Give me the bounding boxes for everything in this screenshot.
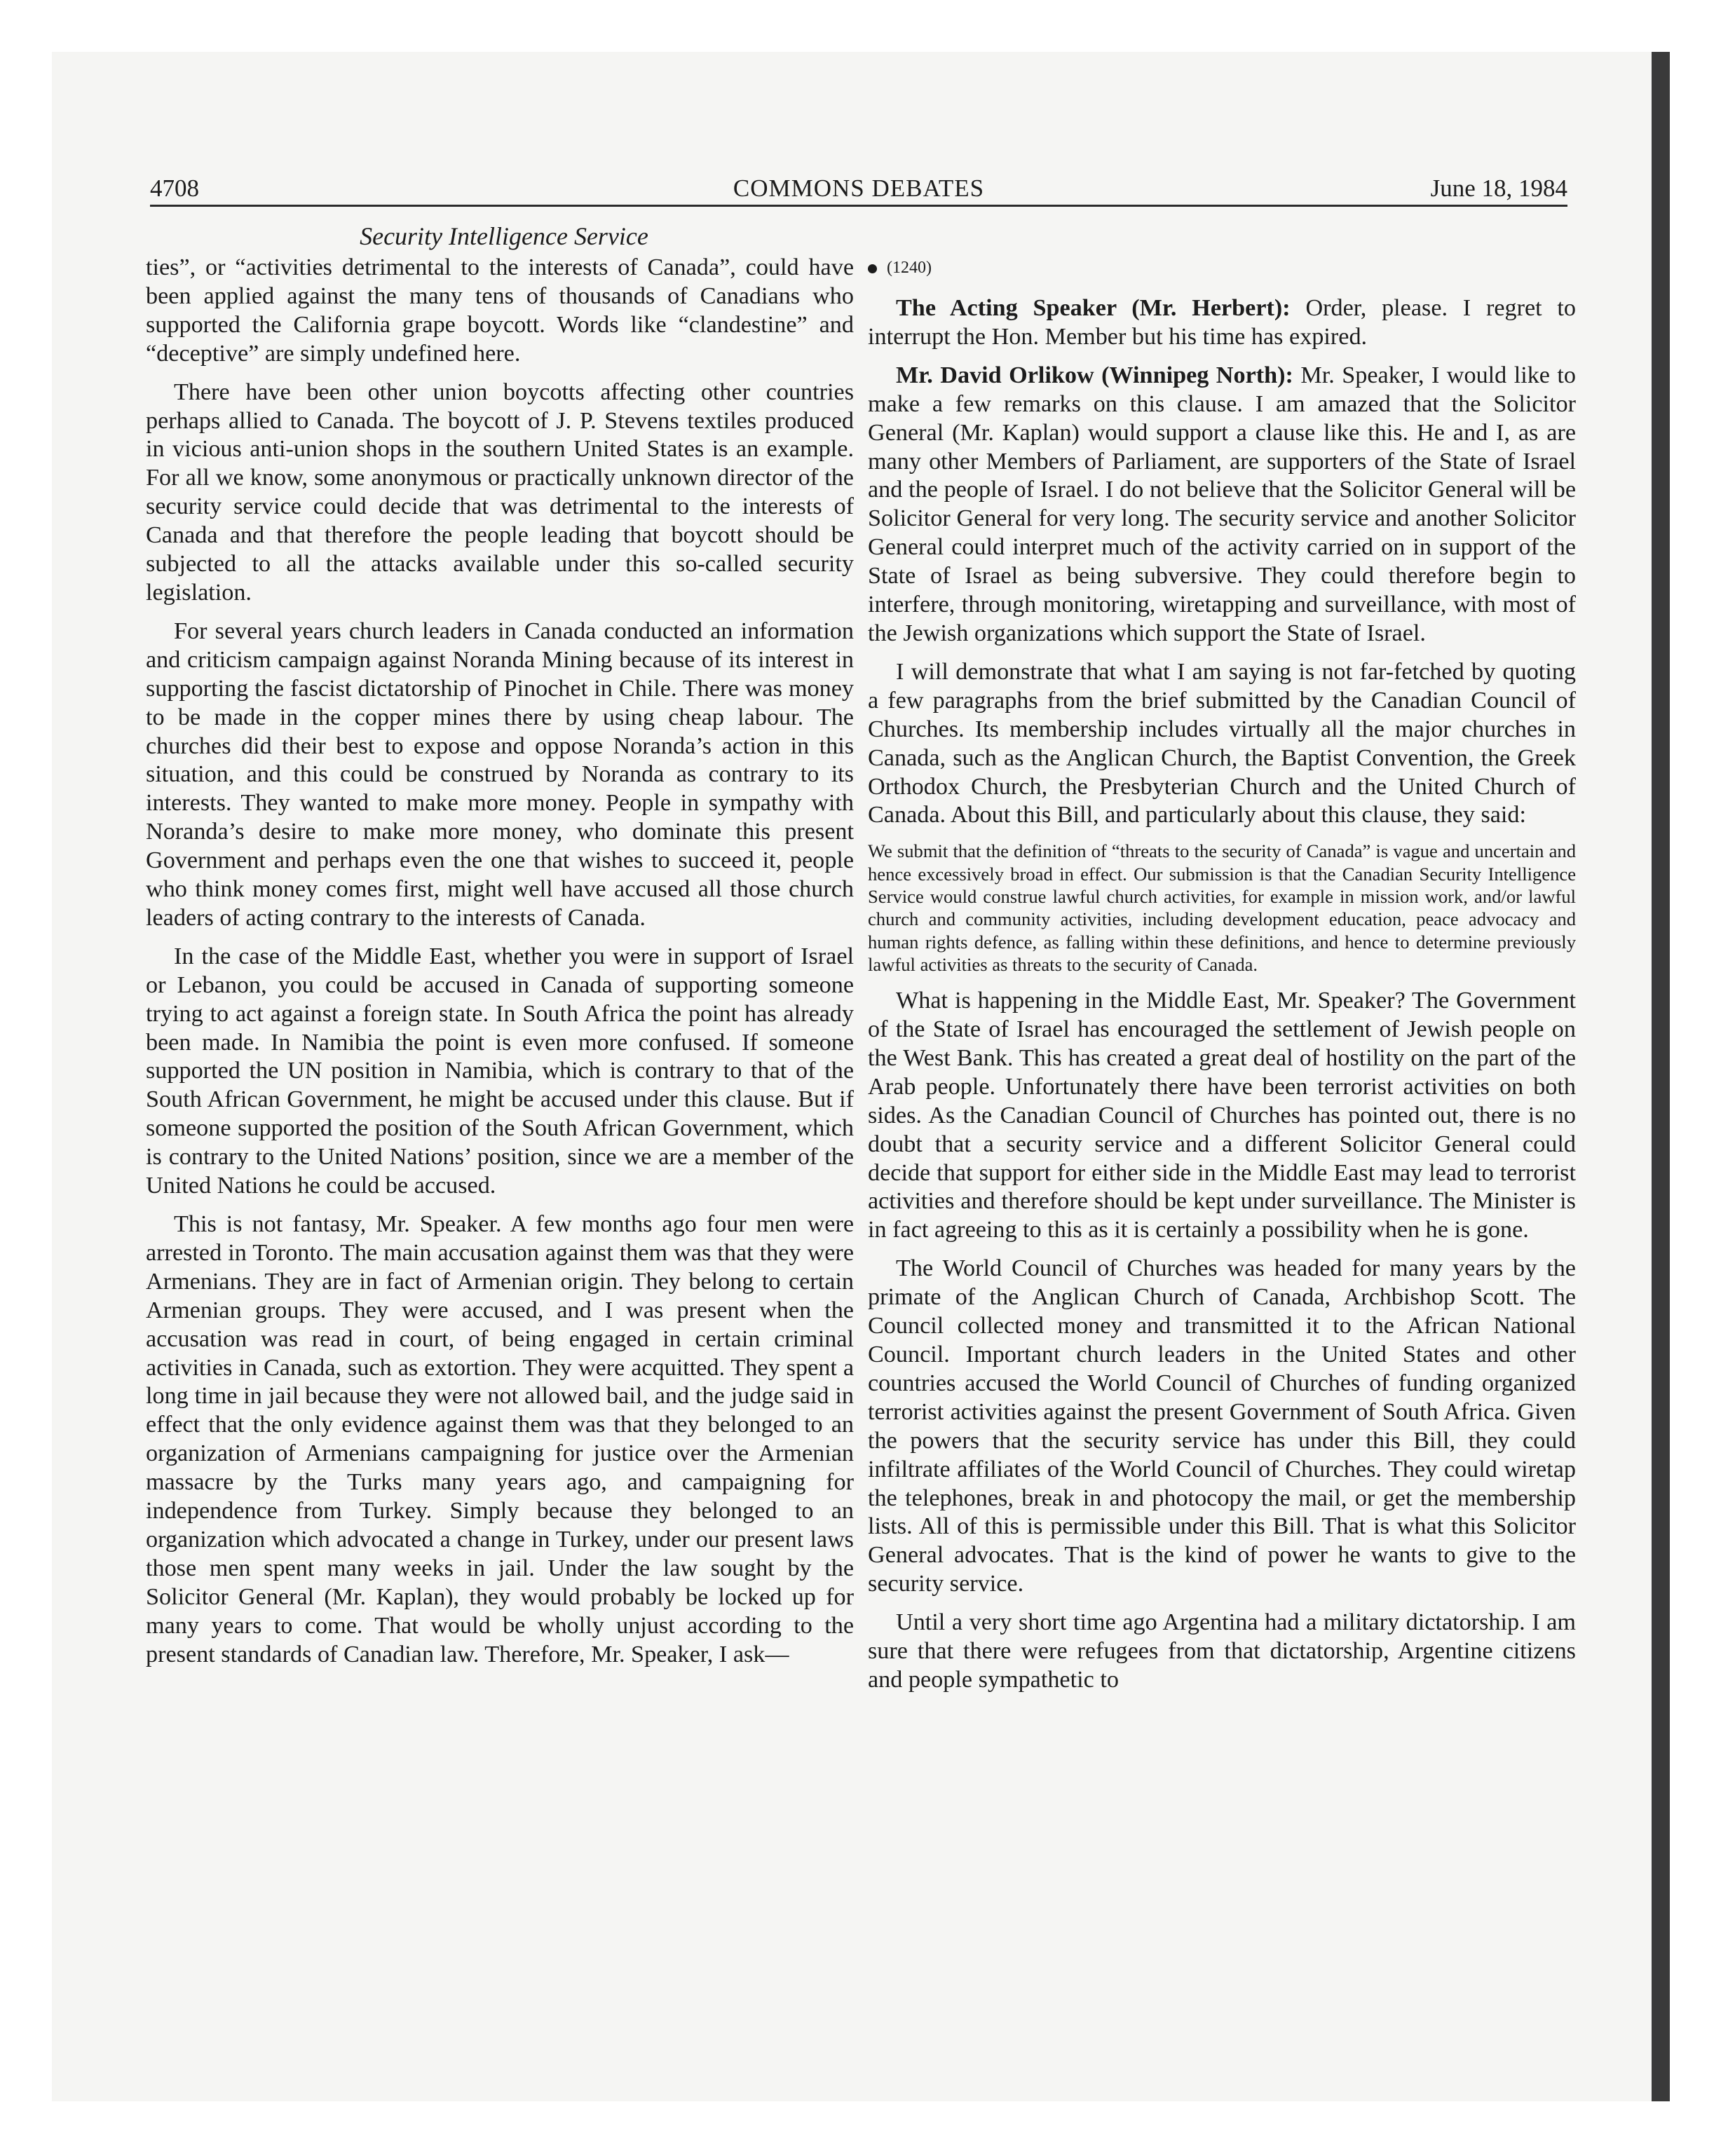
publication-title: COMMONS DEBATES bbox=[733, 175, 985, 202]
time-marker bbox=[868, 254, 1576, 282]
paragraph: There have been other union boycotts affecting other countries perhaps allied to Canada. The boycott of J. P. Stevens textiles produced in vicious anti-union shops in the southern United States is an example. For all we know, some anonymous or practically unknown director of the security service could decide that was detrimental to the interests of Canada and that therefore the people leading that boycott should be subjected to all the attacks available under this so-called security legislation. bbox=[146, 378, 854, 606]
paragraph: This is not fantasy, Mr. Speaker. A few months ago four men were arrested in Toronto. The main accusation against them was that they were Armenians. They are in fact of Armenian origin. They belong to certain Armenian groups. They were accused, and I was present when the accusation was read in court, of being engaged in certain criminal activities in Canada, such as extortion. They were acquitted. They spent a long time in jail because they were not allowed bail, and the judge said in effect that the only evidence against them was that they belonged to an organization of Armenians campaigning for justice over the Armenian massacre by the Turks many years ago, and campaigning for independence from Turkey. Simply because they belonged to an organization which advocated a change in Turkey, under our present laws those men spent many weeks in jail. Under the law sought by the Solicitor General (Mr. Kaplan), they would probably be locked up for many years to come. That would be wholly unjust according to the present standards of Canadian law. Therefore, Mr. Speaker, I ask— bbox=[146, 1211, 854, 1667]
publication-date: June 18, 1984 bbox=[1430, 175, 1567, 202]
speaker-name: The Acting Speaker (Mr. Herbert): bbox=[896, 295, 1291, 321]
paragraph: I will demonstrate that what I am saying is not far-fetched by quoting a few paragraphs from the brief submitted by the Canadian Council of Churches. Its membership includes virtually all the major churches in Canada, such as the Anglican Church, the Baptist Convention, the Greek Orthodox Church, the Presbyterian Church and the United Church of Canada. About this Bill, and particularly about this clause, they said: bbox=[868, 658, 1576, 828]
speech-text: Order, please. I regret to interrupt the Hon. Member but his time has expired. bbox=[868, 295, 1576, 350]
header-rule bbox=[150, 205, 1567, 207]
page-number: 4708 bbox=[150, 175, 199, 202]
paragraph: Until a very short time ago Argentina had a military dictatorship. I am sure that there were refugees from that dictatorship, Argentine citizens and people sympathetic to bbox=[868, 1609, 1576, 1693]
bullet-icon bbox=[868, 264, 877, 273]
speech-paragraph bbox=[868, 362, 1576, 648]
time-marker-text: (1240) bbox=[887, 259, 932, 277]
block-quote: We submit that the definition of “threats to the security of Canada” is vague and uncertain and hence excessively broad in effect. Our submission is that the Canadian Security Intelligence Service would construe lawful church activities, for example in mission work, and/or lawful church and community activities, including development education, peace advocacy and human rights defence, as falling within these definitions, and hence to determine previously lawful activities as threats to the security of Canada. bbox=[868, 840, 1576, 975]
paragraph: ties”, or “activities detrimental to the interests of Canada”, could have been applied against the many tens of thousands of Canadians who supported the California grape boycott. Words like “clandestine” and “deceptive” are simply undefined here. bbox=[146, 254, 854, 367]
left-column bbox=[146, 254, 854, 1679]
paragraph: For several years church leaders in Canada conducted an information and criticism campaign against Noranda Mining because of its interest in supporting the fascist dictatorship of Pinochet in Chile. There was money to be made in the copper mines there by using cheap labour. The churches did their best to expose and oppose Noranda’s action in this situation, and this could be construed by Noranda as contrary to its interests. They wanted to make more money. People in sympathy with Noranda’s desire to make more money, who dominate this present Government and perhaps even the one that wishes to succeed it, people who think money comes first, might well have accused all those church leaders of acting contrary to the interests of Canada. bbox=[146, 618, 854, 931]
speaker-name: Mr. David Orlikow (Winnipeg North): bbox=[896, 362, 1293, 388]
speech-paragraph bbox=[868, 294, 1576, 352]
right-column bbox=[868, 254, 1576, 1705]
speech-text: Mr. Speaker, I would like to make a few remarks on this clause. I am amazed that the Solicitor General (Mr. Kaplan) would support a clause like this. He and I, as are many other Members of Parliament, are supporters of the State of Israel and the people of Israel. I do not believe that the Solicitor General will be Solicitor General for very long. The security service and another Solicitor General could interpret much of the activity carried on in support of the State of Israel as being subversive. They could therefore begin to interfere, through monitoring, wiretapping and surveillance, with most of the Jewish organizations which support the State of Israel. bbox=[868, 362, 1576, 646]
paragraph: What is happening in the Middle East, Mr. Speaker? The Government of the State of Israel has encouraged the settlement of Jewish people on the West Bank. This has created a great deal of hostility on the part of the Arab people. Unfortunately there have been terrorist activities on both sides. As the Canadian Council of Churches has pointed out, there is no doubt that a security service and a different Solicitor General could decide that support for either side in the Middle East may lead to terrorist activities and therefore should be kept under surveillance. The Minister is in fact agreeing to this as it is certainly a possibility when he is gone. bbox=[868, 988, 1576, 1243]
paragraph: The World Council of Churches was headed for many years by the primate of the Anglican Church of Canada, Archbishop Scott. The Council collected money and transmitted it to the African National Council. Important church leaders in the United States and other countries accused the World Council of Churches of funding organized terrorist activities against the present Government of South Africa. Given the powers that the security service has under this Bill, they could infiltrate affiliates of the World Council of Churches. They could wiretap the telephones, break in and photocopy the mail, or get the membership lists. All of this is permissible under this Bill. That is what this Solicitor General advocates. That is the kind of power he wants to give to the security service. bbox=[868, 1255, 1576, 1597]
paragraph: In the case of the Middle East, whether you were in support of Israel or Lebanon, you could be accused in Canada of supporting someone trying to act against a foreign state. In South Africa the point has already been made. In Namibia the point is even more confused. If someone supported the UN position in Namibia, which is contrary to that of the South African Government, he might be accused under this clause. But if someone supported the position of the South African Government, which is contrary to the United Nations’ position, since we are a member of the United Nations he could be accused. bbox=[146, 943, 854, 1199]
page-header bbox=[150, 172, 1567, 205]
running-head: Security Intelligence Service bbox=[360, 222, 648, 250]
page-edge-shadow bbox=[1652, 52, 1670, 2101]
